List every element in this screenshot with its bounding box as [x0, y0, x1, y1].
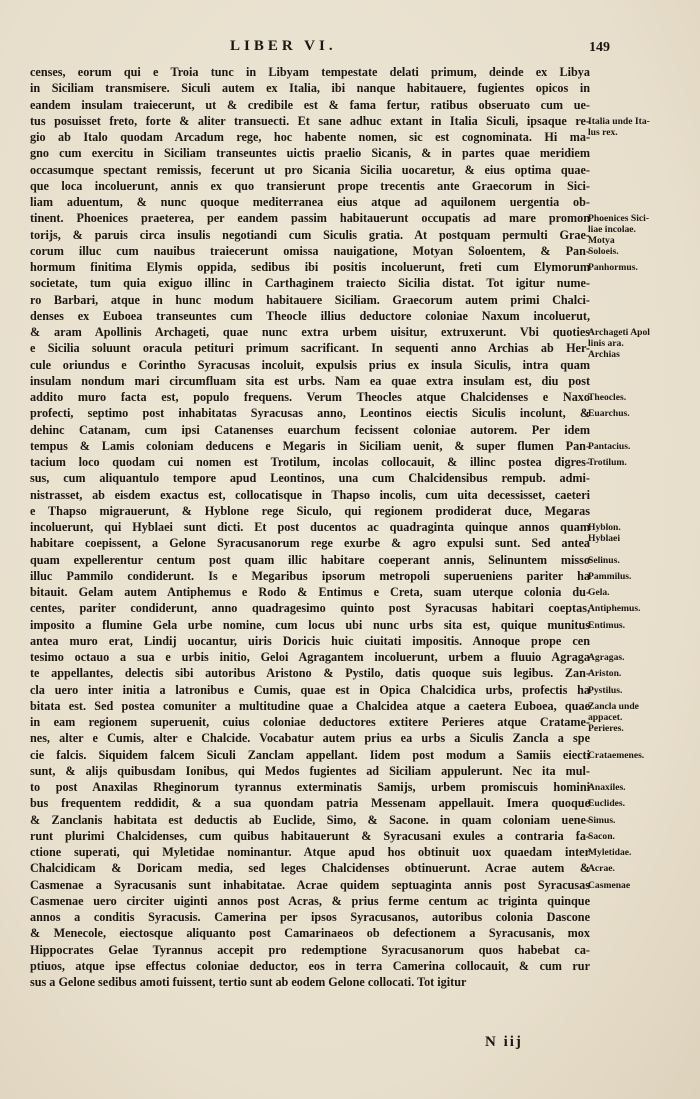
text-line: & Menecole, eiectosque aliquanto post Camarinaeos ob defectionem a Syracusanis, mox: [30, 926, 590, 941]
margin-note: Archageti Apol linis ara. Archias: [588, 327, 650, 360]
text-line: habitare coepissent, a Gelone Syracusanorum rege exurbe & agro expulsi sunt. Sed antea: [30, 536, 590, 551]
text-line: bitauit. Gelam autem Antiphemus e Rodo & Entimus e Creta, suam uterque colonia du-: [30, 585, 590, 599]
text-line: bus frequentem reddidit, & a sua quondam patria Messenam appellauit. Imera quoque: [30, 796, 590, 811]
page-number: 149: [589, 40, 610, 55]
text-line: hormum finitima Elymis oppida, sedibus ibi positis incoluerunt, freti cum Elymorum: [30, 260, 590, 274]
margin-note: Simus.: [588, 814, 616, 826]
text-line: tempus & Lamis coloniam deducens e Megaris in Siciliam uenit, & super flumen Pan-: [30, 438, 590, 453]
text-line: e Thapso migrauerunt, & Hyblone rege Siculo, qui regionem prodiderat duce, Megaras: [30, 503, 590, 518]
margin-note: Pantacius.: [588, 440, 631, 452]
page-header: [30, 38, 610, 60]
margin-note: Anaxiles.: [588, 782, 626, 793]
main-text-block: [30, 64, 590, 990]
margin-note: Sacon.: [588, 830, 615, 842]
margin-note: Acrae.: [588, 863, 615, 875]
text-line: & Zanclanis habitata est deductis ab Euclide, Simo, & Sacone. in quam coloniam uene-: [30, 812, 590, 827]
margin-note: Antiphemus.: [588, 603, 641, 615]
margin-note: Hyblon. Hyblaei: [588, 522, 621, 544]
text-line: occasumque spectant remissis, fecerunt ut pro Sicania Sicilia uocaretur, & eius optima quae-: [30, 162, 590, 177]
text-line: incoluerunt, qui Hyblaei sunt dicti. Et post ducentos ac quadraginta quinque annos quam: [30, 520, 590, 534]
text-line: corum illuc cum nauibus traiecerunt omissa nauigatione, Motyan Soloentem, & Pan-: [30, 243, 590, 258]
margin-note: Casmenae: [588, 879, 631, 891]
margin-note: Trotilum.: [588, 457, 627, 468]
text-line: antea muro erat, Lindij uocantur, uiris Doricis huic ciuitati impositis. Annoque prope cen: [30, 633, 590, 648]
text-line: que loca incoluerunt, annis ex quo transierunt prope trecentis ante Graecorum in Sici-: [30, 178, 590, 193]
text-line: te appellantes, delectis sibi autoribus Aristono & Pystilo, datis quoque suis legibus. Zan-: [30, 666, 590, 681]
text-line: sus, cum aliquantulo tempore apud Leontinos, una cum Chalcidensibus rempub. admi-: [30, 471, 590, 486]
text-line: cule oriundus e Corintho Syracusas incoluit, expulsis prius ex insula Siculis, intra quam: [30, 357, 590, 372]
margin-note: Crataemenes.: [588, 749, 645, 761]
margin-note: Myletidae.: [588, 847, 632, 858]
text-line: illuc Pammilo condiderunt. Is e Megaribus ipsorum metropoli superueniens pariter ha: [30, 568, 590, 583]
text-line: ctione superati, qui Myletidae nominantur. Atque apud hos obtinuit uox quaedam inter: [30, 845, 590, 859]
text-line: profecti, septimo post inhabitatas Syracusas anno, Leontinos eiectis Siculis incolunt, &: [30, 406, 590, 421]
margin-note: Euarchus.: [588, 408, 630, 420]
text-line: eandem insulam traiecerunt, ut & credibile est & fama fertur, ratibus obseruato cum ue-: [30, 97, 590, 112]
text-line: nes, alter e Cumis, alter e Chalcide. Vocabatur autem prius ea urbs a Siculis Zancla a spe: [30, 731, 590, 746]
text-line: nistrasset, ab eisdem exactus est, collocatisque in Thapso incolis, cum uita decessisset, caeteri: [30, 487, 590, 502]
text-line: insulam nondum mari circumfluam sita est urbs. Nam ea quae extra insulam est, diu post: [30, 373, 590, 388]
margin-note: Ariston.: [588, 668, 622, 680]
text-line: in Siciliam transmisere. Siculi autem ex Italia, ibi nanque habitauere, fugientes opicos in: [30, 81, 590, 96]
text-line: cla uero inter initia a latronibus e Cumis, quae est in Opica Chalcidica urbs, profectis ha: [30, 682, 590, 697]
text-line: runt plurimi Chalcidenses, cum quibus habitauerunt & Syracusani exules a contraria fa-: [30, 828, 590, 843]
text-line: tesimo octauo a sua e urbis initio, Geloi Agragantem incoluerunt, urbem a fluuio Agraga: [30, 650, 590, 664]
margin-note: Pystilus.: [588, 684, 623, 696]
text-line: denses ex Euboea transeuntes cum Theocle illius deductore coloniae Naxum incoluerut,: [30, 308, 590, 323]
text-line: gno cum exercitu in Siciliam transeuntes uictis praelio Sicanis, & in partes quae meridiem: [30, 146, 590, 161]
text-line: Casmenae a Syracusanis sunt inhabitatae. Acrae quidem septuaginta annis post Syracusas: [30, 877, 590, 892]
text-line: annos a conditis Syracusis. Camerina per ipsos Syracusanos, autoribus colonia Dascone: [30, 910, 590, 924]
text-line: ptiuos, atque ipse effectus coloniae deductor, eos in terra Camerina collocauit, & cum rur: [30, 958, 590, 973]
text-line: bitata est. Sed postea comuniter a multitudine quae a Chalcidea atque a caetera Euboea, quae: [30, 698, 590, 713]
text-line: & aram Apollinis Archageti, quae nunc extra urbem uisitur, extruxerunt. Vbi quoties: [30, 325, 590, 339]
text-line: Hippocrates Gelae Tyrannus accepit pro redemptione Syracusanorum quos habebat ca-: [30, 942, 590, 957]
text-line: torijs, & paruis circa insulis negotiandi cum Siculis gratia. At postquam permulti Grae-: [30, 227, 590, 242]
text-line: to post Anaxilas Rheginorum tyrannus exterminatis Samijs, urbem promiscuis homini: [30, 780, 590, 794]
margin-note: Theocles.: [588, 392, 627, 403]
text-line: in eam regionem superuenit, cuius coloniae deductores extitere Perieres atque Cratame-: [30, 715, 590, 729]
margin-note: Pammilus.: [588, 570, 632, 582]
text-line: imposito a flumine Gela urbe nomine, cum locus ubi nunc urbs sita est, quique munitus: [30, 617, 590, 632]
running-title: LIBER VI.: [230, 38, 337, 54]
text-line: cie falcis. Siquidem falcem Siculi Zanclam appellant. Iidem post modum a Samiis eiecti: [30, 747, 590, 762]
text-line: e Sicilia soluunt oracula petituri primum sacrificant. In sequenti anno Archias ab Her-: [30, 341, 590, 356]
margin-note: Entimus.: [588, 619, 626, 631]
text-line: gio ab Italo quodam Arcadum rege, hoc habente nomen, sic est cognominata. Hi ma-: [30, 130, 590, 144]
signature-mark: N iij: [485, 1034, 523, 1050]
text-line: addito muro facta est, populo frequens. Verum Theocles atque Chalcidenses e Naxo: [30, 390, 590, 404]
text-line: Chalcidicam & Doricam media, sed leges Chalcidenses obtinuerunt. Acrae autem &: [30, 861, 590, 876]
margin-note: Phoenices Sici- liae incolae. Motya Soloeis.: [588, 213, 650, 258]
text-line: dehinc Catanam, cum ipsi Catanenses euarchum fecissent coloniae autorem. Per idem: [30, 422, 590, 437]
text-line: censes, eorum qui e Troia tunc in Libyam tempestate delati primum, deinde ex Libya: [30, 65, 590, 79]
margin-note: Euclides.: [588, 798, 626, 810]
margin-note: Agragas.: [588, 652, 625, 663]
margin-note: Italia unde Ita- lus rex.: [588, 115, 650, 138]
margin-note: Gela.: [588, 587, 610, 598]
text-line: centes, pariter condiderunt, anno quadragesimo quinto post Syracusas habitari coeptas,: [30, 601, 590, 616]
text-line: tus posuisset freto, forte & aliter transuecti. Et sane adhuc extant in Italia Siculi, ipsaque re-: [30, 113, 590, 128]
text-line: tacium loco quodam cui nomen est Trotilum, incolas collocauit, & illinc postea digres-: [30, 455, 590, 469]
text-line: liam aduentum, & nunc quoque mediterranea eius atque ad aquilonem uergentia ob-: [30, 195, 590, 209]
text-line: societate, tum quia exiguo illinc in Carthaginem traiecto Sicilia distat. Tot igitur nume-: [30, 276, 590, 291]
text-line: tinent. Phoenices praeterea, per eandem passim habitauerunt occupatis ad mare promon: [30, 211, 590, 226]
text-line: quam expellerentur centum post quam illic habitare coeperant annis, Selinuntem misso: [30, 552, 590, 567]
margin-note: Zancla unde appacet. Perieres.: [588, 700, 639, 734]
text-line: Casmenae uero circiter uiginti annos post Acras, & prius ferme centum ac triginta quinque: [30, 893, 590, 908]
text-line: sus a Gelone sedibus amoti fuissent, tertio sunt ab eodem Gelone collocati. Tot igitur: [30, 975, 467, 989]
text-line: sunt, & alijs quibusdam Ionibus, qui Medos fugientes ad Siciliam appulerunt. Nec ita mul-: [30, 763, 590, 778]
margin-note: Selinus.: [588, 554, 620, 566]
text-line: ro Barbari, atque in hunc modum habitauere Siciliam. Graecorum autem primi Chalci-: [30, 292, 590, 307]
margin-note: Panhormus.: [588, 262, 638, 273]
